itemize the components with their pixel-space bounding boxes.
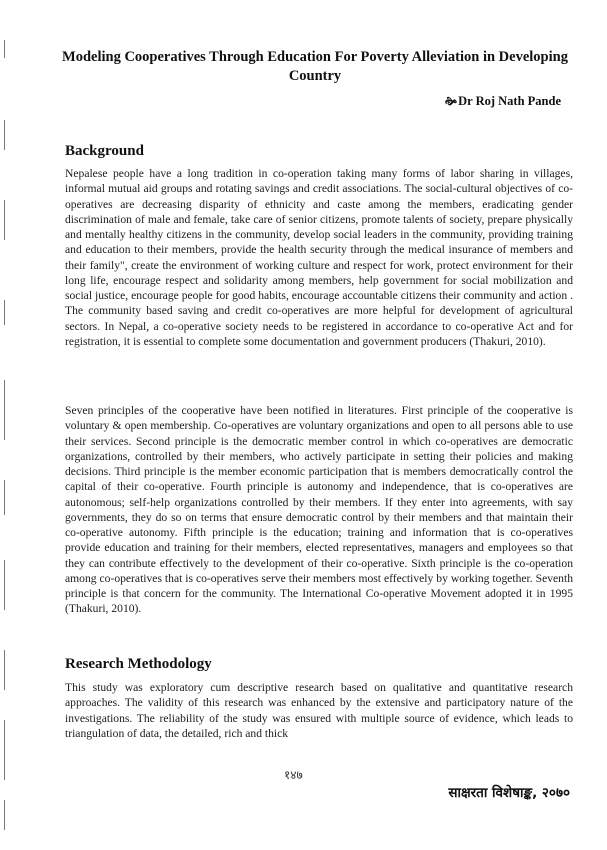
paragraph-background-1: Nepalese people have a long tradition in co-operation taking many forms of labor sharing in villages, informal mutual aid groups and rotating savings and credit associations. The social-cultural objectives of co-operatives are decreasing disparity of ethnicity and caste among the members, eradicating gender discrimination of male and female, take care of senior citizens, promote talents of society, prepare physically and mentally healthy citizens in the community, develop social leaders in the community, providing training and education to their members, provide the health security through the medical insurance of members and their family", create the environment of working culture and respect for work, protect environment for their long life, encourage respect and solidarity among members, help government for social mobilization and social justice, encourage people for good habits, encourage accountable citizens their community and action . The community based saving and credit co-operatives are more helpful for development of agricultural sectors. In Nepal, a co-operative society needs to be registered in accordance to co-operative Act and for registration, it is essential to complete some documentation and government producers (Thakuri, 2010).	[65, 167, 573, 348]
author-name: Dr Roj Nath Pande	[458, 94, 561, 108]
paragraph-methodology-1: This study was exploratory cum descriptive research based on qualitative and quantitative research approaches. The validity of this research was enhanced by the extensive and participatory nature of the investigations. The reliability of the study was ensured with multiple source of evidence, which leads to triangulation of data, the detailed, rich and thick	[65, 681, 573, 740]
paragraph-background-2: Seven principles of the cooperative have been notified in literatures. First principle of the cooperative is voluntary & open membership. Co-operatives are voluntary organizations and open to all persons able to use their services. Second principle is the democratic member control in which co-operatives are democratic organizations, controlled by their members, who actively participate in setting their policies and making decisions. Third principle is the member economic participation that is members democratically control the capital of their co-operative. Fourth principle is autonomy and independence, that is co-operatives are autonomous; self-help organizations controlled by their members. If they enter into agreements, with say governments, they do so on terms that ensure democratic control by their members and that maintain their co-operative autonomy. Fifth principle is the education; training and information that is co-operatives provide education and training for their members, elected representatives, managers and employees so that they can contribute effectively to the development of their co-operative. Sixth principle is the co-operation among co-operatives that is co-operatives serve their members most effectively by working together. Seventh principle is that concern for the community. The International Co-operative Movement adopted it in 1995 (Thakuri, 2010).	[65, 404, 573, 616]
author-line	[445, 93, 561, 112]
page-number: १४७	[284, 768, 303, 782]
binding-edge	[0, 0, 22, 850]
paper-title: Modeling Cooperatives Through Education For Poverty Alleviation in Developing Country	[62, 49, 568, 84]
journal-label: साक्षरता विशेषाङ्क, २०७०	[448, 785, 570, 801]
section-heading-methodology: Research Methodology	[65, 656, 212, 672]
section-heading-background: Background	[65, 143, 144, 159]
author-mark-icon: 🙞	[444, 96, 458, 108]
